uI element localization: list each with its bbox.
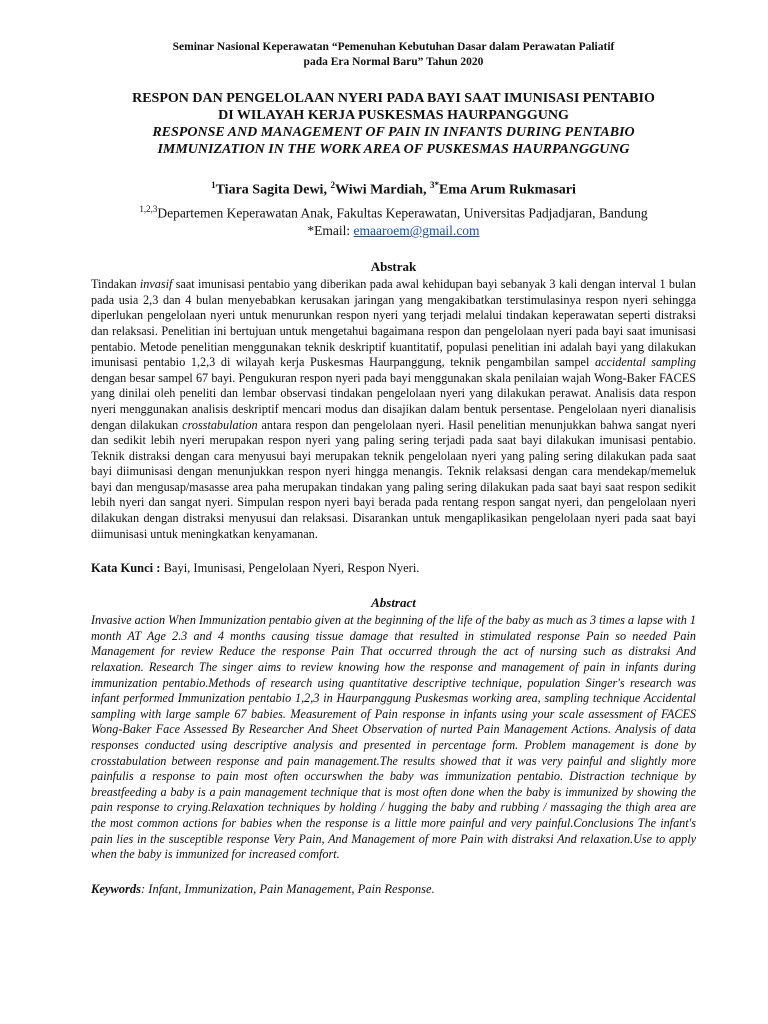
title-id-line-2: DI WILAYAH KERJA PUSKESMAS HAURPANGGUNG (218, 108, 569, 123)
title-en-line-2: IMMUNIZATION IN THE WORK AREA OF PUSKESMAS HAURPANGGUNG (157, 142, 630, 157)
abstrak-term-invasif: invasif (139, 277, 173, 292)
author-list (91, 176, 696, 200)
email-link[interactable]: emaaroem@gmail.com (353, 223, 480, 239)
author-1-sup: 1 (211, 180, 216, 190)
abstrak-term-crosstab: crosstabulation (182, 417, 258, 432)
affiliation-text: Departemen Keperawatan Anak, Fakultas Keperawatan, Universitas Padjadjaran, Bandung (157, 205, 648, 221)
title-id-line-1: RESPON DAN PENGELOLAAN NYERI PADA BAYI SAAT IMUNISASI PENTABIO (132, 91, 655, 106)
title-indonesian (91, 90, 696, 124)
abstrak-text-2: saat imunisasi pentabio yang diberikan pada awal kehidupan bayi sebanyak 3 kali dengan interval 1 bulan pada usia 2,3 dan 4 bulan menyebabkan kerusakan jaringan yang mengakibatkan terstimulasinya respon nyeri sehingga diperlukan pengelolaan nyeri untuk menurunkan respon nyeri yang terjadi melalui tindakan keperawatan seperti distraksi dan relaksasi. Penelitian ini bertujuan untuk mengetahui bagaimana respon dan pengelolaan nyeri pada bayi saat imunisasi pentabio. Metode penelitian menggunakan teknik deskriptif kuantitatif, populasi penelitian ini adalah bayi yang dilakukan imunisasi pentabio 1,2,3 di wilayah kerja Puskesmas Haurpanggung, teknik pengambilan sampel (91, 277, 696, 370)
kata-kunci-value: Bayi, Imunisasi, Pengelolaan Nyeri, Respon Nyeri. (163, 561, 420, 576)
affiliation (91, 200, 696, 223)
kata-kunci (91, 560, 696, 576)
email-label: *Email: (307, 223, 354, 239)
abstrak-body (91, 277, 696, 542)
author-2-sup: 2 (330, 180, 335, 190)
abstrak-text-4: antara respon dan pengelolaan nyeri. Hasil penelitian menunjukkan bahwa sangat nyeri dan sedikit lebih nyeri merupakan respon nyeri yang paling sering terjadi pada saat bayi dilakukan imunisasi pentabio. Teknik distraksi dengan cara menyusui bayi merupakan teknik pengelolaan nyeri yang paling sering dilakukan pada saat bayi diimunisasi dengan menunjukkan respon nyeri hingga menangis. Teknik relaksasi dengan cara mendekap/memeluk bayi dan mengusap/masasse area paha merupakan tindakan yang paling sering dilakukan pada saat bayi saat respon sedikit lebih nyeri dan sangat nyeri. Simpulan respon nyeri bayi berada pada rentang respon sangat nyeri, dan pengelolaan nyeri dilakukan dengan distraksi menyusui dan relaksasi. Disarankan untuk mengaplikasikan pengelolaan nyeri pada saat bayi diimunisasi untuk meningkatkan kenyamanan. (91, 417, 696, 541)
abstrak-text-3: dengan besar sampel 67 bayi. Pengukuran respon nyeri pada bayi menggunakan skala penilaian wajah Wong-Baker FACES yang dinilai oleh peneliti dan lembar observasi tindakan pengelolaan nyeri yang dilakukan perawat. Analisis data respon nyeri menggunakan analisis deskriptif mencari modus dan disajikan dalam bentuk persentase. Pengelolaan nyeri dianalisis dengan dilakukan (91, 370, 696, 432)
keywords-colon: : (141, 881, 149, 896)
abstract-heading: Abstract (371, 595, 416, 611)
keywords-value: Infant, Immunization, Pain Management, Pain Response. (148, 881, 435, 896)
kata-kunci-label: Kata Kunci : (91, 561, 164, 576)
affiliation-sup: 1,2,3 (139, 203, 158, 214)
seminar-line-1: Seminar Nasional Keperawatan “Pemenuhan Kebutuhan Dasar dalam Perawatan Paliatif (172, 41, 615, 53)
title-en-line-1: RESPONSE AND MANAGEMENT OF PAIN IN INFANTS DURING PENTABIO (152, 125, 635, 140)
abstrak-heading: Abstrak (370, 259, 417, 275)
abstrak-text-1: Tindakan (91, 277, 140, 292)
author-1: Tiara Sagita Dewi, (215, 182, 331, 198)
author-3-sup: 3* (429, 180, 439, 190)
seminar-header (91, 40, 696, 70)
keywords (91, 881, 696, 897)
author-3: Ema Arum Rukmasari (438, 182, 576, 198)
abstract-body: Invasive action When Immunization pentabio given at the beginning of the life of the baby as much as 3 times a lapse with 1 month AT Age 2.3 and 4 months causing tissue damage that resulted in stimulated response Pain so needed Pain Management for review Reduce the response Pain That occurred through the act of nursing such as distraksi And relaxation. Research The singer aims to review knowing how the response and management of pain in infants during immunization pentabio.Methods of research using quantitative descriptive technique, population Singer's research was infant performed Immunization pentabio 1,2,3 in Haurpanggung Puskesmas working area, sampling technique Accidental sampling with large sample 67 babies. Measurement of Pain response in infants using your scale assessment of FACES Wong-Baker Face Assessed By Researcher And Sheet Observation of nurted Pain Management Actions. Analysis of data responses conducted using descriptive analysis and presented in percentage form. Problem management is done by crosstabulation between response and pain management.The results showed that it was very painful and slightly more painfulis a response to pain most often occurswhen the baby was immunization pentabio. Distraction technique by breastfeeding a baby is a pain management technique that is most often done when the baby is immunized by showing the pain response to crying.Relaxation techniques by holding / hugging the baby and rubbing / massaging the thigh area are the most common actions for babies when the response is a little more painful and very painful.Conclusions The infant's pain lies in the susceptible response Very Pain, And Management of more Pain with distraksi And relaxation.Use to apply when the baby is immunized for increased comfort. (91, 613, 696, 862)
abstrak-term-accidental: accidental sampling (594, 355, 697, 370)
title-english (91, 124, 696, 158)
author-2: Wiwi Mardiah, (334, 182, 430, 198)
email-line (91, 222, 696, 240)
keywords-label: Keywords (91, 881, 141, 896)
seminar-line-2: pada Era Normal Baru” Tahun 2020 (303, 56, 484, 68)
